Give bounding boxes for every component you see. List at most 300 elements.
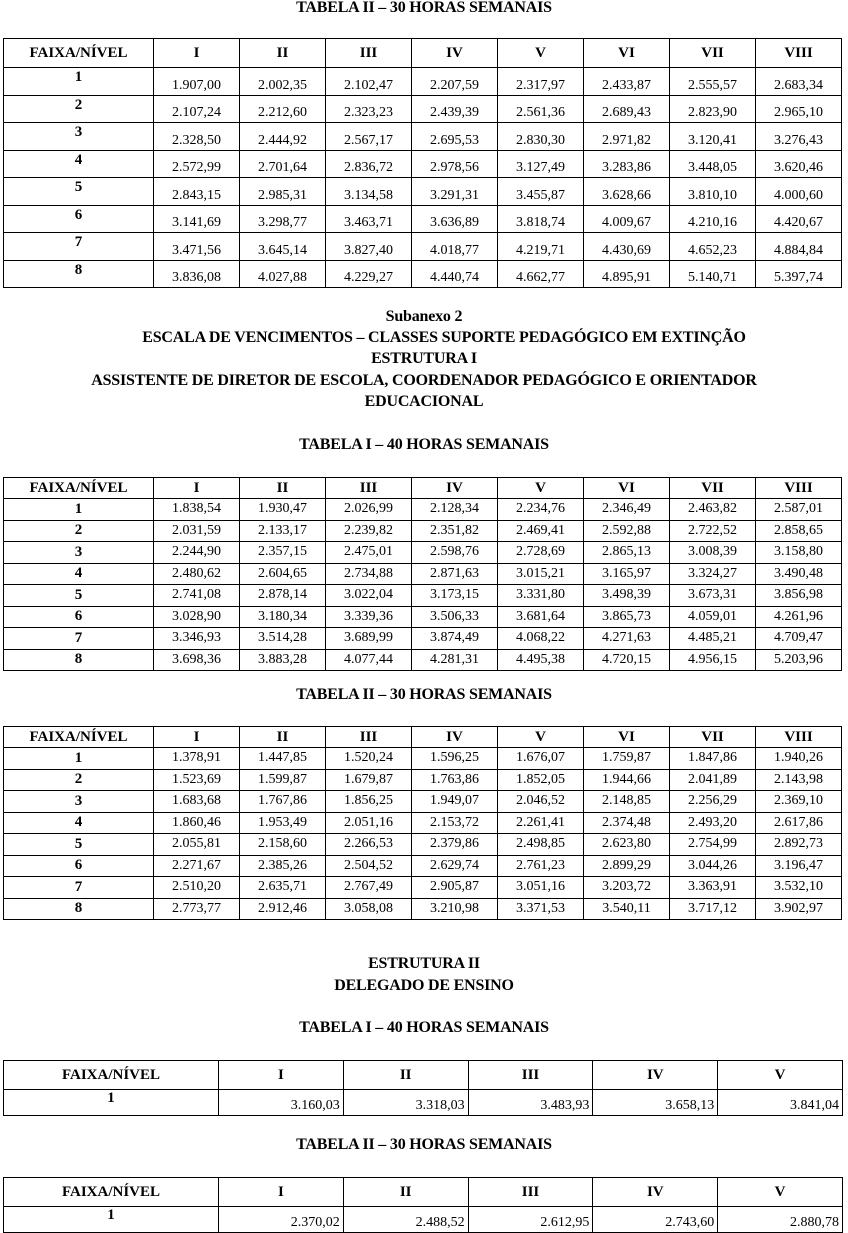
salary-value-cell: 1.596,25 bbox=[412, 748, 498, 770]
column-header-nivel: II bbox=[240, 39, 326, 68]
header-row bbox=[4, 478, 842, 499]
salary-value-cell: 2.271,67 bbox=[154, 855, 240, 877]
salary-value-cell: 2.561,36 bbox=[498, 95, 584, 123]
column-header-nivel: I bbox=[219, 1061, 344, 1090]
salary-value-cell: 3.022,04 bbox=[326, 585, 412, 607]
salary-value-cell: 2.002,35 bbox=[240, 68, 326, 96]
salary-value-cell: 2.965,10 bbox=[756, 95, 842, 123]
column-header-nivel: VII bbox=[670, 478, 756, 499]
salary-value-cell: 2.567,17 bbox=[326, 123, 412, 151]
salary-value-cell: 3.008,39 bbox=[670, 542, 756, 564]
salary-value-cell: 2.985,31 bbox=[240, 178, 326, 206]
salary-value-cell: 3.324,27 bbox=[670, 563, 756, 585]
salary-value-cell: 4.440,74 bbox=[412, 260, 498, 288]
salary-value-cell: 1.953,49 bbox=[240, 812, 326, 834]
salary-value-cell: 2.629,74 bbox=[412, 855, 498, 877]
salary-value-cell: 2.480,62 bbox=[154, 563, 240, 585]
salary-value-cell: 3.331,80 bbox=[498, 585, 584, 607]
table-row bbox=[4, 68, 842, 96]
salary-value-cell: 1.930,47 bbox=[240, 499, 326, 521]
salary-value-cell: 2.148,85 bbox=[584, 791, 670, 813]
salary-value-cell: 2.488,52 bbox=[343, 1207, 468, 1233]
salary-value-cell: 1.907,00 bbox=[154, 68, 240, 96]
salary-value-cell: 2.439,39 bbox=[412, 95, 498, 123]
table-row bbox=[4, 233, 842, 261]
salary-value-cell: 2.143,98 bbox=[756, 769, 842, 791]
salary-value-cell: 2.823,90 bbox=[670, 95, 756, 123]
salary-value-cell: 2.612,95 bbox=[468, 1207, 593, 1233]
salary-value-cell: 2.598,76 bbox=[412, 542, 498, 564]
column-header-nivel: III bbox=[326, 39, 412, 68]
salary-value-cell: 4.261,96 bbox=[756, 606, 842, 628]
salary-value-cell: 5.140,71 bbox=[670, 260, 756, 288]
salary-value-cell: 1.447,85 bbox=[240, 748, 326, 770]
salary-value-cell: 3.015,21 bbox=[498, 563, 584, 585]
salary-value-cell: 3.471,56 bbox=[154, 233, 240, 261]
header-row bbox=[4, 727, 842, 748]
salary-value-cell: 3.810,10 bbox=[670, 178, 756, 206]
column-header-nivel: II bbox=[240, 478, 326, 499]
salary-value-cell: 3.681,64 bbox=[498, 606, 584, 628]
salary-value-cell: 3.483,93 bbox=[468, 1090, 593, 1116]
salary-value-cell: 4.229,27 bbox=[326, 260, 412, 288]
salary-value-cell: 2.444,92 bbox=[240, 123, 326, 151]
salary-value-cell: 2.261,41 bbox=[498, 812, 584, 834]
column-header-faixa-nivel: FAIXA/NÍVEL bbox=[4, 39, 154, 68]
faixa-cell: 2 bbox=[4, 520, 154, 542]
salary-value-cell: 3.283,86 bbox=[584, 150, 670, 178]
salary-value-cell: 1.838,54 bbox=[154, 499, 240, 521]
salary-value-cell: 2.892,73 bbox=[756, 834, 842, 856]
salary-value-cell: 2.498,85 bbox=[498, 834, 584, 856]
salary-value-cell: 2.743,60 bbox=[593, 1207, 718, 1233]
salary-value-cell: 2.623,80 bbox=[584, 834, 670, 856]
salary-value-cell: 2.256,29 bbox=[670, 791, 756, 813]
salary-table-40h bbox=[3, 477, 842, 671]
salary-value-cell: 2.433,87 bbox=[584, 68, 670, 96]
salary-value-cell: 4.884,84 bbox=[756, 233, 842, 261]
salary-value-cell: 3.051,16 bbox=[498, 877, 584, 899]
salary-value-cell: 2.051,16 bbox=[326, 812, 412, 834]
column-header-nivel: III bbox=[468, 1061, 593, 1090]
salary-value-cell: 2.158,60 bbox=[240, 834, 326, 856]
column-header-nivel: VI bbox=[584, 478, 670, 499]
salary-value-cell: 2.357,15 bbox=[240, 542, 326, 564]
salary-value-cell: 1.676,07 bbox=[498, 748, 584, 770]
column-header-nivel: I bbox=[154, 478, 240, 499]
salary-value-cell: 4.077,44 bbox=[326, 649, 412, 671]
salary-value-cell: 1.683,68 bbox=[154, 791, 240, 813]
salary-value-cell: 2.734,88 bbox=[326, 563, 412, 585]
salary-value-cell: 3.463,71 bbox=[326, 205, 412, 233]
salary-value-cell: 3.028,90 bbox=[154, 606, 240, 628]
salary-value-cell: 4.956,15 bbox=[670, 649, 756, 671]
salary-value-cell: 3.339,36 bbox=[326, 606, 412, 628]
faixa-cell: 6 bbox=[4, 205, 154, 233]
column-header-nivel: VIII bbox=[756, 39, 842, 68]
faixa-cell: 4 bbox=[4, 563, 154, 585]
salary-value-cell: 3.196,47 bbox=[756, 855, 842, 877]
salary-value-cell: 2.689,43 bbox=[584, 95, 670, 123]
faixa-cell: 3 bbox=[4, 791, 154, 813]
salary-value-cell: 2.878,14 bbox=[240, 585, 326, 607]
column-header-nivel: II bbox=[343, 1178, 468, 1207]
table-row bbox=[4, 178, 842, 206]
table-row bbox=[4, 542, 842, 564]
column-header-nivel: VI bbox=[584, 39, 670, 68]
table-title: TABELA II – 30 HORAS SEMANAIS bbox=[296, 0, 552, 16]
column-header-faixa-nivel: FAIXA/NÍVEL bbox=[4, 727, 154, 748]
salary-value-cell: 3.865,73 bbox=[584, 606, 670, 628]
table-row bbox=[4, 649, 842, 671]
salary-value-cell: 4.485,21 bbox=[670, 628, 756, 650]
salary-value-cell: 2.701,64 bbox=[240, 150, 326, 178]
salary-value-cell: 2.572,99 bbox=[154, 150, 240, 178]
faixa-cell: 8 bbox=[4, 649, 154, 671]
column-header-nivel: V bbox=[718, 1178, 843, 1207]
table-row bbox=[4, 563, 842, 585]
column-header-nivel: III bbox=[326, 478, 412, 499]
salary-value-cell: 2.153,72 bbox=[412, 812, 498, 834]
salary-value-cell: 1.523,69 bbox=[154, 769, 240, 791]
salary-value-cell: 4.068,22 bbox=[498, 628, 584, 650]
faixa-cell: 3 bbox=[4, 542, 154, 564]
salary-value-cell: 3.134,58 bbox=[326, 178, 412, 206]
salary-value-cell: 3.173,15 bbox=[412, 585, 498, 607]
salary-value-cell: 3.698,36 bbox=[154, 649, 240, 671]
column-header-faixa-nivel: FAIXA/NÍVEL bbox=[4, 1061, 219, 1090]
column-header-nivel: IV bbox=[593, 1061, 718, 1090]
faixa-cell: 2 bbox=[4, 769, 154, 791]
salary-value-cell: 2.369,10 bbox=[756, 791, 842, 813]
salary-value-cell: 3.902,97 bbox=[756, 898, 842, 920]
salary-value-cell: 3.689,99 bbox=[326, 628, 412, 650]
salary-value-cell: 2.905,87 bbox=[412, 877, 498, 899]
salary-value-cell: 2.234,76 bbox=[498, 499, 584, 521]
salary-value-cell: 2.858,65 bbox=[756, 520, 842, 542]
salary-value-cell: 3.540,11 bbox=[584, 898, 670, 920]
faixa-cell: 8 bbox=[4, 898, 154, 920]
faixa-cell: 5 bbox=[4, 585, 154, 607]
salary-value-cell: 3.636,89 bbox=[412, 205, 498, 233]
salary-value-cell: 1.759,87 bbox=[584, 748, 670, 770]
salary-value-cell: 3.160,03 bbox=[219, 1090, 344, 1116]
table-row bbox=[4, 812, 842, 834]
salary-value-cell: 4.895,91 bbox=[584, 260, 670, 288]
salary-value-cell: 2.370,02 bbox=[219, 1207, 344, 1233]
table-title: TABELA II – 30 HORAS SEMANAIS bbox=[296, 1136, 552, 1153]
salary-value-cell: 4.059,01 bbox=[670, 606, 756, 628]
column-header-nivel: I bbox=[219, 1178, 344, 1207]
salary-value-cell: 2.133,17 bbox=[240, 520, 326, 542]
salary-value-cell: 2.463,82 bbox=[670, 499, 756, 521]
salary-value-cell: 3.856,98 bbox=[756, 585, 842, 607]
header-row bbox=[4, 1061, 843, 1090]
table-row bbox=[4, 834, 842, 856]
faixa-cell: 2 bbox=[4, 95, 154, 123]
salary-value-cell: 2.475,01 bbox=[326, 542, 412, 564]
salary-value-cell: 3.058,08 bbox=[326, 898, 412, 920]
salary-value-cell: 2.102,47 bbox=[326, 68, 412, 96]
estrutura-heading: ESTRUTURA I bbox=[371, 350, 477, 367]
column-header-nivel: II bbox=[343, 1061, 468, 1090]
salary-value-cell: 2.379,86 bbox=[412, 834, 498, 856]
salary-value-cell: 3.346,93 bbox=[154, 628, 240, 650]
salary-value-cell: 1.856,25 bbox=[326, 791, 412, 813]
faixa-cell: 4 bbox=[4, 150, 154, 178]
salary-value-cell: 4.662,77 bbox=[498, 260, 584, 288]
salary-value-cell: 1.847,86 bbox=[670, 748, 756, 770]
table-row bbox=[4, 123, 842, 151]
header-row bbox=[4, 39, 842, 68]
faixa-cell: 4 bbox=[4, 812, 154, 834]
table-title: TABELA I – 40 HORAS SEMANAIS bbox=[299, 1019, 549, 1036]
column-header-nivel: V bbox=[498, 39, 584, 68]
salary-value-cell: 4.219,71 bbox=[498, 233, 584, 261]
salary-value-cell: 2.374,48 bbox=[584, 812, 670, 834]
table-row bbox=[4, 1090, 843, 1116]
table-row bbox=[4, 150, 842, 178]
salary-value-cell: 4.027,88 bbox=[240, 260, 326, 288]
salary-value-cell: 2.767,49 bbox=[326, 877, 412, 899]
table-row bbox=[4, 1207, 843, 1233]
salary-value-cell: 2.469,41 bbox=[498, 520, 584, 542]
salary-table-30h-top bbox=[3, 38, 842, 288]
salary-value-cell: 3.673,31 bbox=[670, 585, 756, 607]
delegado-table-30h bbox=[3, 1177, 843, 1233]
column-header-nivel: VIII bbox=[756, 727, 842, 748]
salary-value-cell: 3.874,49 bbox=[412, 628, 498, 650]
salary-value-cell: 1.949,07 bbox=[412, 791, 498, 813]
table-row bbox=[4, 520, 842, 542]
faixa-cell: 1 bbox=[4, 748, 154, 770]
header-row bbox=[4, 1178, 843, 1207]
column-header-nivel: V bbox=[718, 1061, 843, 1090]
salary-value-cell: 4.271,63 bbox=[584, 628, 670, 650]
salary-value-cell: 3.818,74 bbox=[498, 205, 584, 233]
salary-value-cell: 4.281,31 bbox=[412, 649, 498, 671]
estrutura-ii-heading: ESTRUTURA II bbox=[368, 955, 480, 972]
salary-value-cell: 4.000,60 bbox=[756, 178, 842, 206]
faixa-cell: 7 bbox=[4, 628, 154, 650]
salary-value-cell: 2.510,20 bbox=[154, 877, 240, 899]
salary-value-cell: 3.455,87 bbox=[498, 178, 584, 206]
salary-value-cell: 2.239,82 bbox=[326, 520, 412, 542]
salary-value-cell: 2.865,13 bbox=[584, 542, 670, 564]
salary-value-cell: 2.728,69 bbox=[498, 542, 584, 564]
salary-value-cell: 3.448,05 bbox=[670, 150, 756, 178]
column-header-nivel: V bbox=[498, 478, 584, 499]
table-row bbox=[4, 769, 842, 791]
salary-value-cell: 2.754,99 bbox=[670, 834, 756, 856]
salary-value-cell: 2.971,82 bbox=[584, 123, 670, 151]
faixa-cell: 3 bbox=[4, 123, 154, 151]
faixa-cell: 1 bbox=[4, 1090, 219, 1116]
salary-value-cell: 3.532,10 bbox=[756, 877, 842, 899]
salary-value-cell: 4.210,16 bbox=[670, 205, 756, 233]
salary-value-cell: 3.883,28 bbox=[240, 649, 326, 671]
salary-value-cell: 2.493,20 bbox=[670, 812, 756, 834]
subanexo-label: Subanexo 2 bbox=[385, 308, 463, 325]
salary-value-cell: 4.495,38 bbox=[498, 649, 584, 671]
salary-value-cell: 3.506,33 bbox=[412, 606, 498, 628]
table-row bbox=[4, 260, 842, 288]
salary-value-cell: 3.318,03 bbox=[343, 1090, 468, 1116]
salary-value-cell: 3.141,69 bbox=[154, 205, 240, 233]
salary-value-cell: 3.658,13 bbox=[593, 1090, 718, 1116]
salary-value-cell: 3.291,31 bbox=[412, 178, 498, 206]
salary-value-cell: 2.978,56 bbox=[412, 150, 498, 178]
column-header-nivel: II bbox=[240, 727, 326, 748]
delegado-heading: DELEGADO DE ENSINO bbox=[334, 977, 514, 994]
faixa-cell: 7 bbox=[4, 877, 154, 899]
table-row bbox=[4, 585, 842, 607]
faixa-cell: 1 bbox=[4, 1207, 219, 1233]
salary-value-cell: 3.165,97 bbox=[584, 563, 670, 585]
table-row bbox=[4, 748, 842, 770]
salary-value-cell: 2.635,71 bbox=[240, 877, 326, 899]
table-row bbox=[4, 791, 842, 813]
salary-value-cell: 3.180,34 bbox=[240, 606, 326, 628]
salary-value-cell: 2.504,52 bbox=[326, 855, 412, 877]
salary-value-cell: 2.212,60 bbox=[240, 95, 326, 123]
salary-value-cell: 2.880,78 bbox=[718, 1207, 843, 1233]
column-header-nivel: I bbox=[154, 727, 240, 748]
salary-value-cell: 3.490,48 bbox=[756, 563, 842, 585]
salary-value-cell: 2.871,63 bbox=[412, 563, 498, 585]
table-row bbox=[4, 499, 842, 521]
faixa-cell: 7 bbox=[4, 233, 154, 261]
column-header-nivel: VII bbox=[670, 727, 756, 748]
table-row bbox=[4, 877, 842, 899]
salary-value-cell: 3.498,39 bbox=[584, 585, 670, 607]
table-row bbox=[4, 606, 842, 628]
salary-table-30h bbox=[3, 726, 842, 920]
column-header-nivel: VIII bbox=[756, 478, 842, 499]
salary-value-cell: 2.587,01 bbox=[756, 499, 842, 521]
salary-value-cell: 2.617,86 bbox=[756, 812, 842, 834]
salary-value-cell: 2.555,57 bbox=[670, 68, 756, 96]
faixa-cell: 5 bbox=[4, 834, 154, 856]
salary-value-cell: 1.679,87 bbox=[326, 769, 412, 791]
salary-value-cell: 2.323,23 bbox=[326, 95, 412, 123]
salary-value-cell: 2.592,88 bbox=[584, 520, 670, 542]
faixa-cell: 8 bbox=[4, 260, 154, 288]
salary-value-cell: 4.009,67 bbox=[584, 205, 670, 233]
salary-value-cell: 2.761,23 bbox=[498, 855, 584, 877]
salary-value-cell: 3.645,14 bbox=[240, 233, 326, 261]
salary-value-cell: 2.244,90 bbox=[154, 542, 240, 564]
faixa-cell: 1 bbox=[4, 499, 154, 521]
salary-value-cell: 4.430,69 bbox=[584, 233, 670, 261]
salary-value-cell: 5.203,96 bbox=[756, 649, 842, 671]
table-row bbox=[4, 628, 842, 650]
salary-value-cell: 3.044,26 bbox=[670, 855, 756, 877]
salary-value-cell: 2.031,59 bbox=[154, 520, 240, 542]
salary-value-cell: 2.836,72 bbox=[326, 150, 412, 178]
salary-value-cell: 5.397,74 bbox=[756, 260, 842, 288]
salary-value-cell: 3.827,40 bbox=[326, 233, 412, 261]
table-row bbox=[4, 95, 842, 123]
column-header-nivel: V bbox=[498, 727, 584, 748]
salary-value-cell: 2.722,52 bbox=[670, 520, 756, 542]
salary-value-cell: 4.720,15 bbox=[584, 649, 670, 671]
salary-value-cell: 2.128,34 bbox=[412, 499, 498, 521]
table-row bbox=[4, 898, 842, 920]
salary-value-cell: 2.695,53 bbox=[412, 123, 498, 151]
salary-value-cell: 1.940,26 bbox=[756, 748, 842, 770]
table-row bbox=[4, 855, 842, 877]
salary-value-cell: 1.599,87 bbox=[240, 769, 326, 791]
salary-value-cell: 3.127,49 bbox=[498, 150, 584, 178]
salary-value-cell: 2.683,34 bbox=[756, 68, 842, 96]
salary-value-cell: 1.763,86 bbox=[412, 769, 498, 791]
table-row bbox=[4, 205, 842, 233]
column-header-nivel: III bbox=[326, 727, 412, 748]
faixa-cell: 6 bbox=[4, 606, 154, 628]
column-header-nivel: I bbox=[154, 39, 240, 68]
salary-value-cell: 3.841,04 bbox=[718, 1090, 843, 1116]
salary-value-cell: 1.852,05 bbox=[498, 769, 584, 791]
column-header-faixa-nivel: FAIXA/NÍVEL bbox=[4, 1178, 219, 1207]
salary-value-cell: 2.346,49 bbox=[584, 499, 670, 521]
salary-value-cell: 3.620,46 bbox=[756, 150, 842, 178]
salary-value-cell: 2.055,81 bbox=[154, 834, 240, 856]
salary-value-cell: 2.843,15 bbox=[154, 178, 240, 206]
table-title: TABELA I – 40 HORAS SEMANAIS bbox=[299, 436, 549, 453]
salary-value-cell: 1.944,66 bbox=[584, 769, 670, 791]
column-header-nivel: VI bbox=[584, 727, 670, 748]
salary-value-cell: 2.604,65 bbox=[240, 563, 326, 585]
salary-value-cell: 3.203,72 bbox=[584, 877, 670, 899]
salary-value-cell: 3.363,91 bbox=[670, 877, 756, 899]
salary-value-cell: 2.912,46 bbox=[240, 898, 326, 920]
salary-value-cell: 1.520,24 bbox=[326, 748, 412, 770]
column-header-nivel: IV bbox=[412, 478, 498, 499]
cargos-line-1: ASSISTENTE DE DIRETOR DE ESCOLA, COORDENADOR PEDAGÓGICO E ORIENTADOR bbox=[91, 372, 757, 389]
salary-value-cell: 2.207,59 bbox=[412, 68, 498, 96]
salary-value-cell: 2.830,30 bbox=[498, 123, 584, 151]
column-header-nivel: VII bbox=[670, 39, 756, 68]
column-header-nivel: IV bbox=[593, 1178, 718, 1207]
salary-value-cell: 3.210,98 bbox=[412, 898, 498, 920]
salary-value-cell: 2.385,26 bbox=[240, 855, 326, 877]
faixa-cell: 1 bbox=[4, 68, 154, 96]
salary-value-cell: 1.860,46 bbox=[154, 812, 240, 834]
salary-value-cell: 4.018,77 bbox=[412, 233, 498, 261]
salary-value-cell: 2.351,82 bbox=[412, 520, 498, 542]
salary-value-cell: 1.767,86 bbox=[240, 791, 326, 813]
faixa-cell: 5 bbox=[4, 178, 154, 206]
salary-value-cell: 2.899,29 bbox=[584, 855, 670, 877]
salary-value-cell: 3.158,80 bbox=[756, 542, 842, 564]
salary-value-cell: 3.717,12 bbox=[670, 898, 756, 920]
table-title: TABELA II – 30 HORAS SEMANAIS bbox=[296, 686, 552, 703]
salary-value-cell: 2.107,24 bbox=[154, 95, 240, 123]
column-header-nivel: III bbox=[468, 1178, 593, 1207]
salary-value-cell: 4.420,67 bbox=[756, 205, 842, 233]
column-header-nivel: IV bbox=[412, 727, 498, 748]
salary-value-cell: 3.120,41 bbox=[670, 123, 756, 151]
salary-value-cell: 3.514,28 bbox=[240, 628, 326, 650]
salary-value-cell: 2.041,89 bbox=[670, 769, 756, 791]
salary-value-cell: 4.652,23 bbox=[670, 233, 756, 261]
salary-value-cell: 2.266,53 bbox=[326, 834, 412, 856]
salary-value-cell: 3.836,08 bbox=[154, 260, 240, 288]
delegado-table-40h bbox=[3, 1060, 843, 1116]
salary-value-cell: 3.276,43 bbox=[756, 123, 842, 151]
salary-value-cell: 2.046,52 bbox=[498, 791, 584, 813]
